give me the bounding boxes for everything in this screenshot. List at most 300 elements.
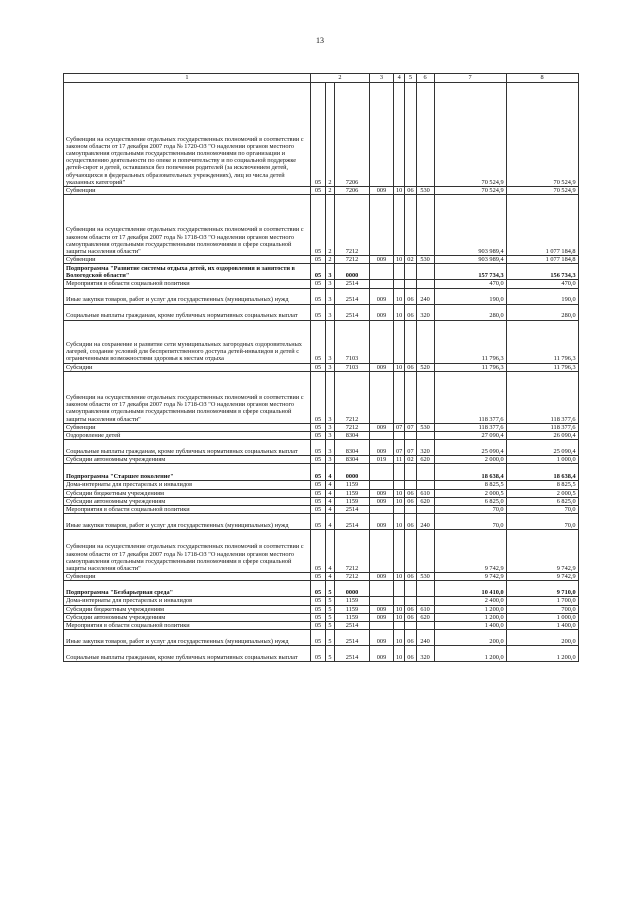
row-ministry [370,432,394,440]
row-section: 07 [394,423,405,431]
table-row [64,363,579,371]
row-amount-col8: 70,0 [506,506,578,514]
row-expense-type [416,506,434,514]
row-amount-col7: 18 638,4 [434,464,506,481]
row-target-code: 7103 [335,363,370,371]
row-subsection [405,280,416,288]
row-amount-col8: 70 524,9 [506,83,578,187]
row-subprogram: 5 [326,581,335,597]
row-amount-col8: 26 090,4 [506,432,578,440]
row-subsection [405,506,416,514]
table-row [64,464,579,481]
header-col-7: 7 [434,74,506,83]
row-subprogram: 4 [326,514,335,530]
row-amount-col7: 1 200,0 [434,646,506,662]
row-amount-col7: 280,0 [434,304,506,320]
row-program: 05 [311,432,326,440]
row-target-code: 2514 [335,630,370,646]
row-target-code: 1159 [335,605,370,613]
row-expense-type [416,622,434,630]
row-program: 05 [311,264,326,280]
row-subsection: 06 [405,304,416,320]
table-row [64,288,579,304]
row-ministry: 009 [370,187,394,195]
row-ministry: 009 [370,605,394,613]
row-program: 05 [311,195,326,256]
row-subprogram: 3 [326,363,335,371]
row-program: 05 [311,497,326,505]
row-name: Субсидии на сохранение и развитие сети муниципальных загородных оздоровительных лагерей, создание условий для беспрепятственного доступа детей-инвалидов и детей с ограниченными возможностями здоровья к местам отдыха [64,320,311,363]
row-ministry [370,530,394,573]
row-subsection: 06 [405,514,416,530]
table-row [64,605,579,613]
row-target-code: 8304 [335,440,370,456]
row-name: Субсидии автономным учреждениям [64,456,311,464]
row-subprogram: 3 [326,304,335,320]
row-target-code: 2514 [335,280,370,288]
row-ministry: 009 [370,440,394,456]
row-subprogram: 4 [326,481,335,489]
row-expense-type: 240 [416,288,434,304]
row-section: 10 [394,288,405,304]
row-subsection [405,195,416,256]
row-subsection: 06 [405,187,416,195]
row-amount-col8: 9 742,9 [506,530,578,573]
row-amount-col8: 1 077 184,8 [506,195,578,256]
row-amount-col8: 118 377,6 [506,371,578,423]
row-amount-col7: 118 377,6 [434,371,506,423]
row-program: 05 [311,489,326,497]
row-expense-type [416,264,434,280]
row-ministry: 009 [370,613,394,621]
row-section: 10 [394,514,405,530]
row-section [394,83,405,187]
row-subprogram: 5 [326,597,335,605]
row-program: 05 [311,613,326,621]
row-amount-col7: 27 090,4 [434,432,506,440]
row-expense-type: 240 [416,514,434,530]
row-section [394,581,405,597]
row-subsection [405,432,416,440]
row-section: 10 [394,363,405,371]
row-ministry [370,280,394,288]
row-expense-type [416,195,434,256]
row-amount-col7: 70,0 [434,514,506,530]
row-expense-type [416,481,434,489]
table-row [64,497,579,505]
row-program: 05 [311,363,326,371]
row-amount-col7: 11 796,3 [434,320,506,363]
row-amount-col7: 1 200,0 [434,613,506,621]
table-row [64,264,579,280]
row-ministry [370,83,394,187]
row-target-code: 2514 [335,646,370,662]
row-amount-col7: 118 377,6 [434,423,506,431]
row-subsection: 06 [405,630,416,646]
table-row [64,195,579,256]
row-amount-col7: 2 000,5 [434,489,506,497]
row-program: 05 [311,288,326,304]
table-row [64,432,579,440]
row-section: 10 [394,630,405,646]
header-col-5: 5 [405,74,416,83]
row-amount-col7: 9 742,9 [434,573,506,581]
row-amount-col8: 190,0 [506,288,578,304]
row-name: Социальные выплаты гражданам, кроме публичных нормативных социальных выплат [64,646,311,662]
row-subsection: 06 [405,489,416,497]
row-subsection [405,622,416,630]
row-amount-col7: 903 989,4 [434,195,506,256]
row-subsection [405,83,416,187]
row-target-code: 7212 [335,256,370,264]
row-expense-type [416,581,434,597]
row-section: 10 [394,497,405,505]
row-amount-col7: 200,0 [434,630,506,646]
row-name: Иные закупки товаров, работ и услуг для государственных (муниципальных) нужд [64,514,311,530]
row-expense-type: 620 [416,613,434,621]
table-row [64,187,579,195]
row-target-code: 0000 [335,581,370,597]
row-target-code: 2514 [335,288,370,304]
row-name: Субвенции [64,187,311,195]
row-subsection: 07 [405,423,416,431]
row-expense-type [416,320,434,363]
table-row [64,530,579,573]
row-ministry: 009 [370,363,394,371]
row-expense-type: 620 [416,456,434,464]
table-row [64,256,579,264]
row-amount-col8: 1 700,0 [506,597,578,605]
row-section [394,597,405,605]
row-target-code: 1159 [335,489,370,497]
row-subprogram: 3 [326,440,335,456]
row-program: 05 [311,440,326,456]
row-subsection: 02 [405,456,416,464]
row-amount-col8: 9 742,9 [506,573,578,581]
table-row [64,581,579,597]
row-target-code: 7103 [335,320,370,363]
row-subsection [405,581,416,597]
row-program: 05 [311,456,326,464]
row-target-code: 8304 [335,456,370,464]
table-row [64,320,579,363]
header-col-3: 3 [370,74,394,83]
row-amount-col8: 70 524,9 [506,187,578,195]
row-expense-type [416,371,434,423]
table-row [64,514,579,530]
row-subprogram: 5 [326,646,335,662]
header-col-2: 2 [311,74,370,83]
table-row [64,573,579,581]
row-subprogram: 3 [326,456,335,464]
row-name: Социальные выплаты гражданам, кроме публичных нормативных социальных выплат [64,304,311,320]
row-name: Подпрограмма "Старшее поколение" [64,464,311,481]
row-name: Субсидии автономным учреждениям [64,613,311,621]
table-row [64,440,579,456]
row-ministry: 009 [370,256,394,264]
row-expense-type [416,432,434,440]
row-section: 11 [394,456,405,464]
row-program: 05 [311,573,326,581]
row-section [394,530,405,573]
row-expense-type: 320 [416,440,434,456]
budget-table [63,73,579,662]
row-target-code: 0000 [335,264,370,280]
row-ministry [370,597,394,605]
row-name: Мероприятия в области социальной политики [64,622,311,630]
row-subsection [405,530,416,573]
header-col-1: 1 [64,74,311,83]
row-name: Субвенции на осуществление отдельных государственных полномочий в соответствии с законом области от 17 декабря 2007 года № 1718-ОЗ "О наделении органов местного самоуправления отдельными государственными полномочиями в сфере социальной защиты населения области" [64,530,311,573]
table-row [64,622,579,630]
row-subsection [405,264,416,280]
row-subprogram: 4 [326,530,335,573]
row-amount-col8: 2 000,5 [506,489,578,497]
row-amount-col8: 200,0 [506,630,578,646]
row-ministry: 009 [370,288,394,304]
row-amount-col7: 1 400,0 [434,622,506,630]
row-ministry [370,506,394,514]
row-ministry [370,195,394,256]
table-body [64,83,579,662]
row-amount-col7: 190,0 [434,288,506,304]
table-row [64,630,579,646]
row-expense-type: 530 [416,423,434,431]
row-target-code: 7212 [335,573,370,581]
row-amount-col7: 157 734,3 [434,264,506,280]
row-program: 05 [311,464,326,481]
row-name: Иные закупки товаров, работ и услуг для государственных (муниципальных) нужд [64,630,311,646]
row-subprogram: 5 [326,605,335,613]
row-section [394,320,405,363]
row-expense-type: 530 [416,187,434,195]
row-program: 05 [311,605,326,613]
row-subprogram: 4 [326,497,335,505]
row-program: 05 [311,646,326,662]
row-subsection: 06 [405,497,416,505]
row-expense-type [416,597,434,605]
table-row [64,371,579,423]
row-subprogram: 4 [326,489,335,497]
row-amount-col8: 18 638,4 [506,464,578,481]
table-row [64,83,579,187]
row-target-code: 1159 [335,481,370,489]
row-ministry: 009 [370,630,394,646]
row-amount-col8: 470,0 [506,280,578,288]
row-subsection: 06 [405,288,416,304]
row-ministry: 009 [370,573,394,581]
row-ministry: 009 [370,514,394,530]
row-ministry: 009 [370,489,394,497]
row-subprogram: 2 [326,256,335,264]
row-subprogram: 3 [326,432,335,440]
row-subprogram: 5 [326,622,335,630]
column-number-row [64,74,579,83]
row-target-code: 2514 [335,506,370,514]
row-subprogram: 4 [326,464,335,481]
row-section [394,264,405,280]
row-subsection [405,464,416,481]
row-subsection [405,597,416,605]
row-amount-col8: 1 077 184,8 [506,256,578,264]
row-amount-col7: 903 989,4 [434,256,506,264]
row-program: 05 [311,481,326,489]
row-section: 07 [394,440,405,456]
row-ministry [370,581,394,597]
row-section: 10 [394,489,405,497]
row-amount-col7: 25 090,4 [434,440,506,456]
row-name: Субвенции на осуществление отдельных государственных полномочий в соответствии с законом области от 17 декабря 2007 года № 1720-ОЗ "О наделении органов местного самоуправления отдельными государственными полномочиями по организации и осуществлению деятельности по опеке и попечительству и по социальной поддержке детей-сирот и детей, оставшихся без попечения родителей (за исключением детей, обучающихся в федеральных образовательных учреждениях), лиц из числа детей указанных категорий" [64,83,311,187]
row-amount-col8: 280,0 [506,304,578,320]
row-ministry: 019 [370,456,394,464]
table-row [64,489,579,497]
row-name: Иные закупки товаров, работ и услуг для государственных (муниципальных) нужд [64,288,311,304]
row-ministry [370,464,394,481]
row-section [394,464,405,481]
row-amount-col7: 2 000,0 [434,456,506,464]
row-program: 05 [311,530,326,573]
table-row [64,423,579,431]
row-name: Социальные выплаты гражданам, кроме публичных нормативных социальных выплат [64,440,311,456]
row-program: 05 [311,280,326,288]
row-subprogram: 5 [326,613,335,621]
row-target-code: 2514 [335,514,370,530]
row-name: Подпрограмма "Безбарьерная среда" [64,581,311,597]
row-name: Субсидии [64,363,311,371]
row-target-code: 2514 [335,304,370,320]
row-amount-col7: 11 796,3 [434,363,506,371]
row-expense-type: 610 [416,605,434,613]
row-program: 05 [311,597,326,605]
row-subsection [405,320,416,363]
row-expense-type: 610 [416,489,434,497]
row-name: Субвенции [64,573,311,581]
row-section: 10 [394,646,405,662]
row-expense-type: 240 [416,630,434,646]
row-ministry [370,371,394,423]
row-amount-col7: 8 825,5 [434,481,506,489]
row-name: Субвенции на осуществление отдельных государственных полномочий в соответствии с законом области от 17 декабря 2007 года № 1718-ОЗ "О наделении органов местного самоуправления отдельными государственными полномочиями в сфере социальной защиты населения области" [64,195,311,256]
row-amount-col7: 1 200,0 [434,605,506,613]
row-section: 10 [394,573,405,581]
row-amount-col7: 10 410,0 [434,581,506,597]
row-target-code: 1159 [335,597,370,605]
row-subsection: 06 [405,646,416,662]
row-target-code: 1159 [335,613,370,621]
row-program: 05 [311,622,326,630]
row-target-code: 7212 [335,530,370,573]
table-row [64,456,579,464]
row-section: 10 [394,256,405,264]
row-section [394,481,405,489]
row-name: Субвенции [64,256,311,264]
row-subsection: 06 [405,363,416,371]
row-amount-col8: 156 734,3 [506,264,578,280]
row-program: 05 [311,83,326,187]
row-section [394,622,405,630]
table-row [64,481,579,489]
row-ministry: 009 [370,304,394,320]
row-expense-type: 530 [416,573,434,581]
row-amount-col8: 9 710,0 [506,581,578,597]
row-ministry [370,264,394,280]
row-expense-type [416,530,434,573]
header-col-4: 4 [394,74,405,83]
row-subsection: 06 [405,573,416,581]
row-program: 05 [311,506,326,514]
row-program: 05 [311,187,326,195]
row-program: 05 [311,423,326,431]
table-row [64,597,579,605]
row-name: Мероприятия в области социальной политики [64,280,311,288]
row-subsection: 06 [405,613,416,621]
row-expense-type: 320 [416,646,434,662]
row-target-code: 7212 [335,423,370,431]
row-amount-col8: 1 200,0 [506,646,578,662]
row-subprogram: 2 [326,195,335,256]
row-amount-col8: 6 825,0 [506,497,578,505]
row-amount-col8: 700,0 [506,605,578,613]
row-expense-type: 320 [416,304,434,320]
row-expense-type: 530 [416,256,434,264]
row-section: 10 [394,613,405,621]
row-subsection: 02 [405,256,416,264]
row-subprogram: 3 [326,320,335,363]
row-section: 10 [394,605,405,613]
row-target-code: 7206 [335,187,370,195]
row-amount-col8: 70,0 [506,514,578,530]
row-amount-col8: 118 377,6 [506,423,578,431]
row-subprogram: 3 [326,264,335,280]
row-section [394,432,405,440]
row-ministry [370,481,394,489]
row-name: Субсидии автономным учреждениям [64,497,311,505]
row-amount-col7: 70 524,9 [434,83,506,187]
row-ministry: 009 [370,497,394,505]
table-row [64,646,579,662]
row-subprogram: 4 [326,506,335,514]
row-amount-col7: 70 524,9 [434,187,506,195]
row-amount-col8: 11 796,3 [506,320,578,363]
row-subsection: 07 [405,440,416,456]
row-name: Оздоровление детей [64,432,311,440]
table-row [64,304,579,320]
row-amount-col7: 9 742,9 [434,530,506,573]
row-subprogram: 3 [326,423,335,431]
row-name: Субвенции [64,423,311,431]
row-amount-col7: 470,0 [434,280,506,288]
row-name: Субсидии бюджетным учреждениям [64,605,311,613]
table-row [64,506,579,514]
row-ministry [370,320,394,363]
row-amount-col7: 6 825,0 [434,497,506,505]
row-amount-col7: 70,0 [434,506,506,514]
row-ministry: 009 [370,646,394,662]
row-program: 05 [311,304,326,320]
row-program: 05 [311,371,326,423]
page-number: 13 [316,36,324,45]
row-subsection: 06 [405,605,416,613]
row-subsection [405,481,416,489]
row-program: 05 [311,581,326,597]
row-expense-type: 520 [416,363,434,371]
row-expense-type [416,464,434,481]
row-program: 05 [311,320,326,363]
row-section [394,506,405,514]
row-expense-type: 620 [416,497,434,505]
row-ministry: 009 [370,423,394,431]
row-section [394,195,405,256]
